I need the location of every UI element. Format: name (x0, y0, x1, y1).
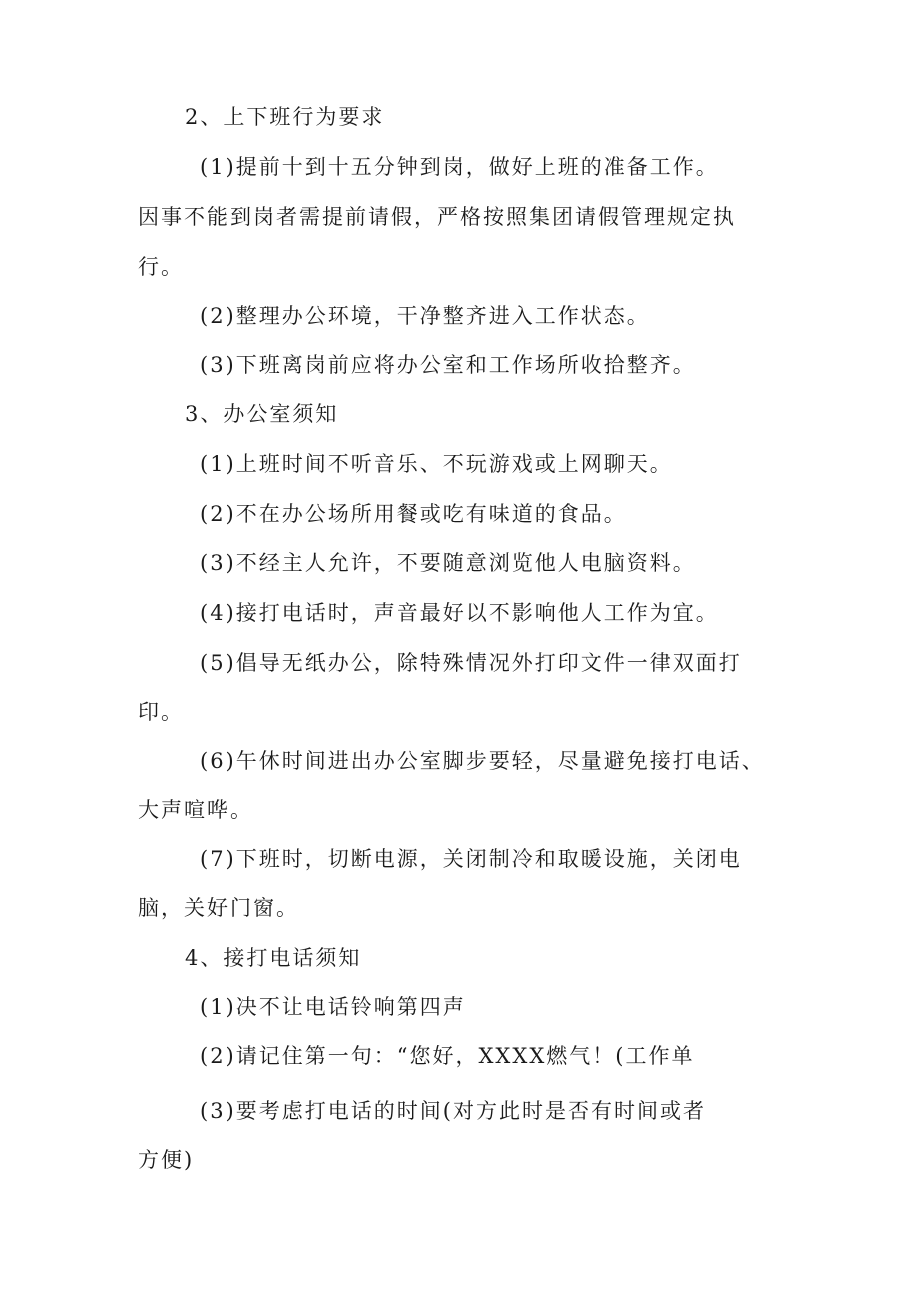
paragraph-2-3: (3)下班离岗前应将办公室和工作场所收拾整齐。 (200, 353, 696, 377)
paragraph-3-5-line-1: (5)倡导无纸办公，除特殊情况外打印文件一律双面打 (200, 651, 742, 675)
paragraph-3-3: (3)不经主人允许，不要随意浏览他人电脑资料。 (200, 551, 696, 575)
section-heading-3: 3、办公室须知 (185, 402, 339, 426)
paragraph-3-4: (4)接打电话时，声音最好以不影响他人工作为宜。 (200, 601, 719, 625)
paragraph-4-3-line-1: (3)要考虑打电话的时间(对方此时是否有时间或者 (200, 1099, 706, 1123)
paragraph-4-2: (2)请记住第一句：“您好，XXXX燃气！(工作单 (200, 1044, 695, 1068)
paragraph-3-7-line-2: 脑，关好门窗。 (138, 896, 299, 920)
paragraph-2-1-line-3: 行。 (138, 255, 184, 279)
paragraph-3-2: (2)不在办公场所用餐或吃有味道的食品。 (200, 502, 627, 526)
paragraph-3-5-line-2: 印。 (138, 700, 184, 724)
paragraph-4-1: (1)决不让电话铃响第四声 (200, 995, 466, 1019)
paragraph-3-6-line-2: 大声喧哗。 (138, 798, 253, 822)
paragraph-4-3-line-2: 方便) (138, 1148, 195, 1172)
section-heading-2: 2、上下班行为要求 (185, 105, 385, 129)
paragraph-3-6-line-1: (6)午休时间进出办公室脚步要轻，尽量避免接打电话、 (200, 749, 765, 773)
paragraph-3-1: (1)上班时间不听音乐、不玩游戏或上网聊天。 (200, 452, 673, 476)
paragraph-2-1-line-2: 因事不能到岗者需提前请假，严格按照集团请假管理规定执 (138, 205, 736, 229)
paragraph-2-1-line-1: (1)提前十到十五分钟到岗，做好上班的准备工作。 (200, 155, 719, 179)
paragraph-2-2: (2)整理办公环境，干净整齐进入工作状态。 (200, 304, 650, 328)
section-heading-4: 4、接打电话须知 (185, 946, 362, 970)
paragraph-3-7-line-1: (7)下班时，切断电源，关闭制冷和取暖设施，关闭电 (200, 847, 742, 871)
